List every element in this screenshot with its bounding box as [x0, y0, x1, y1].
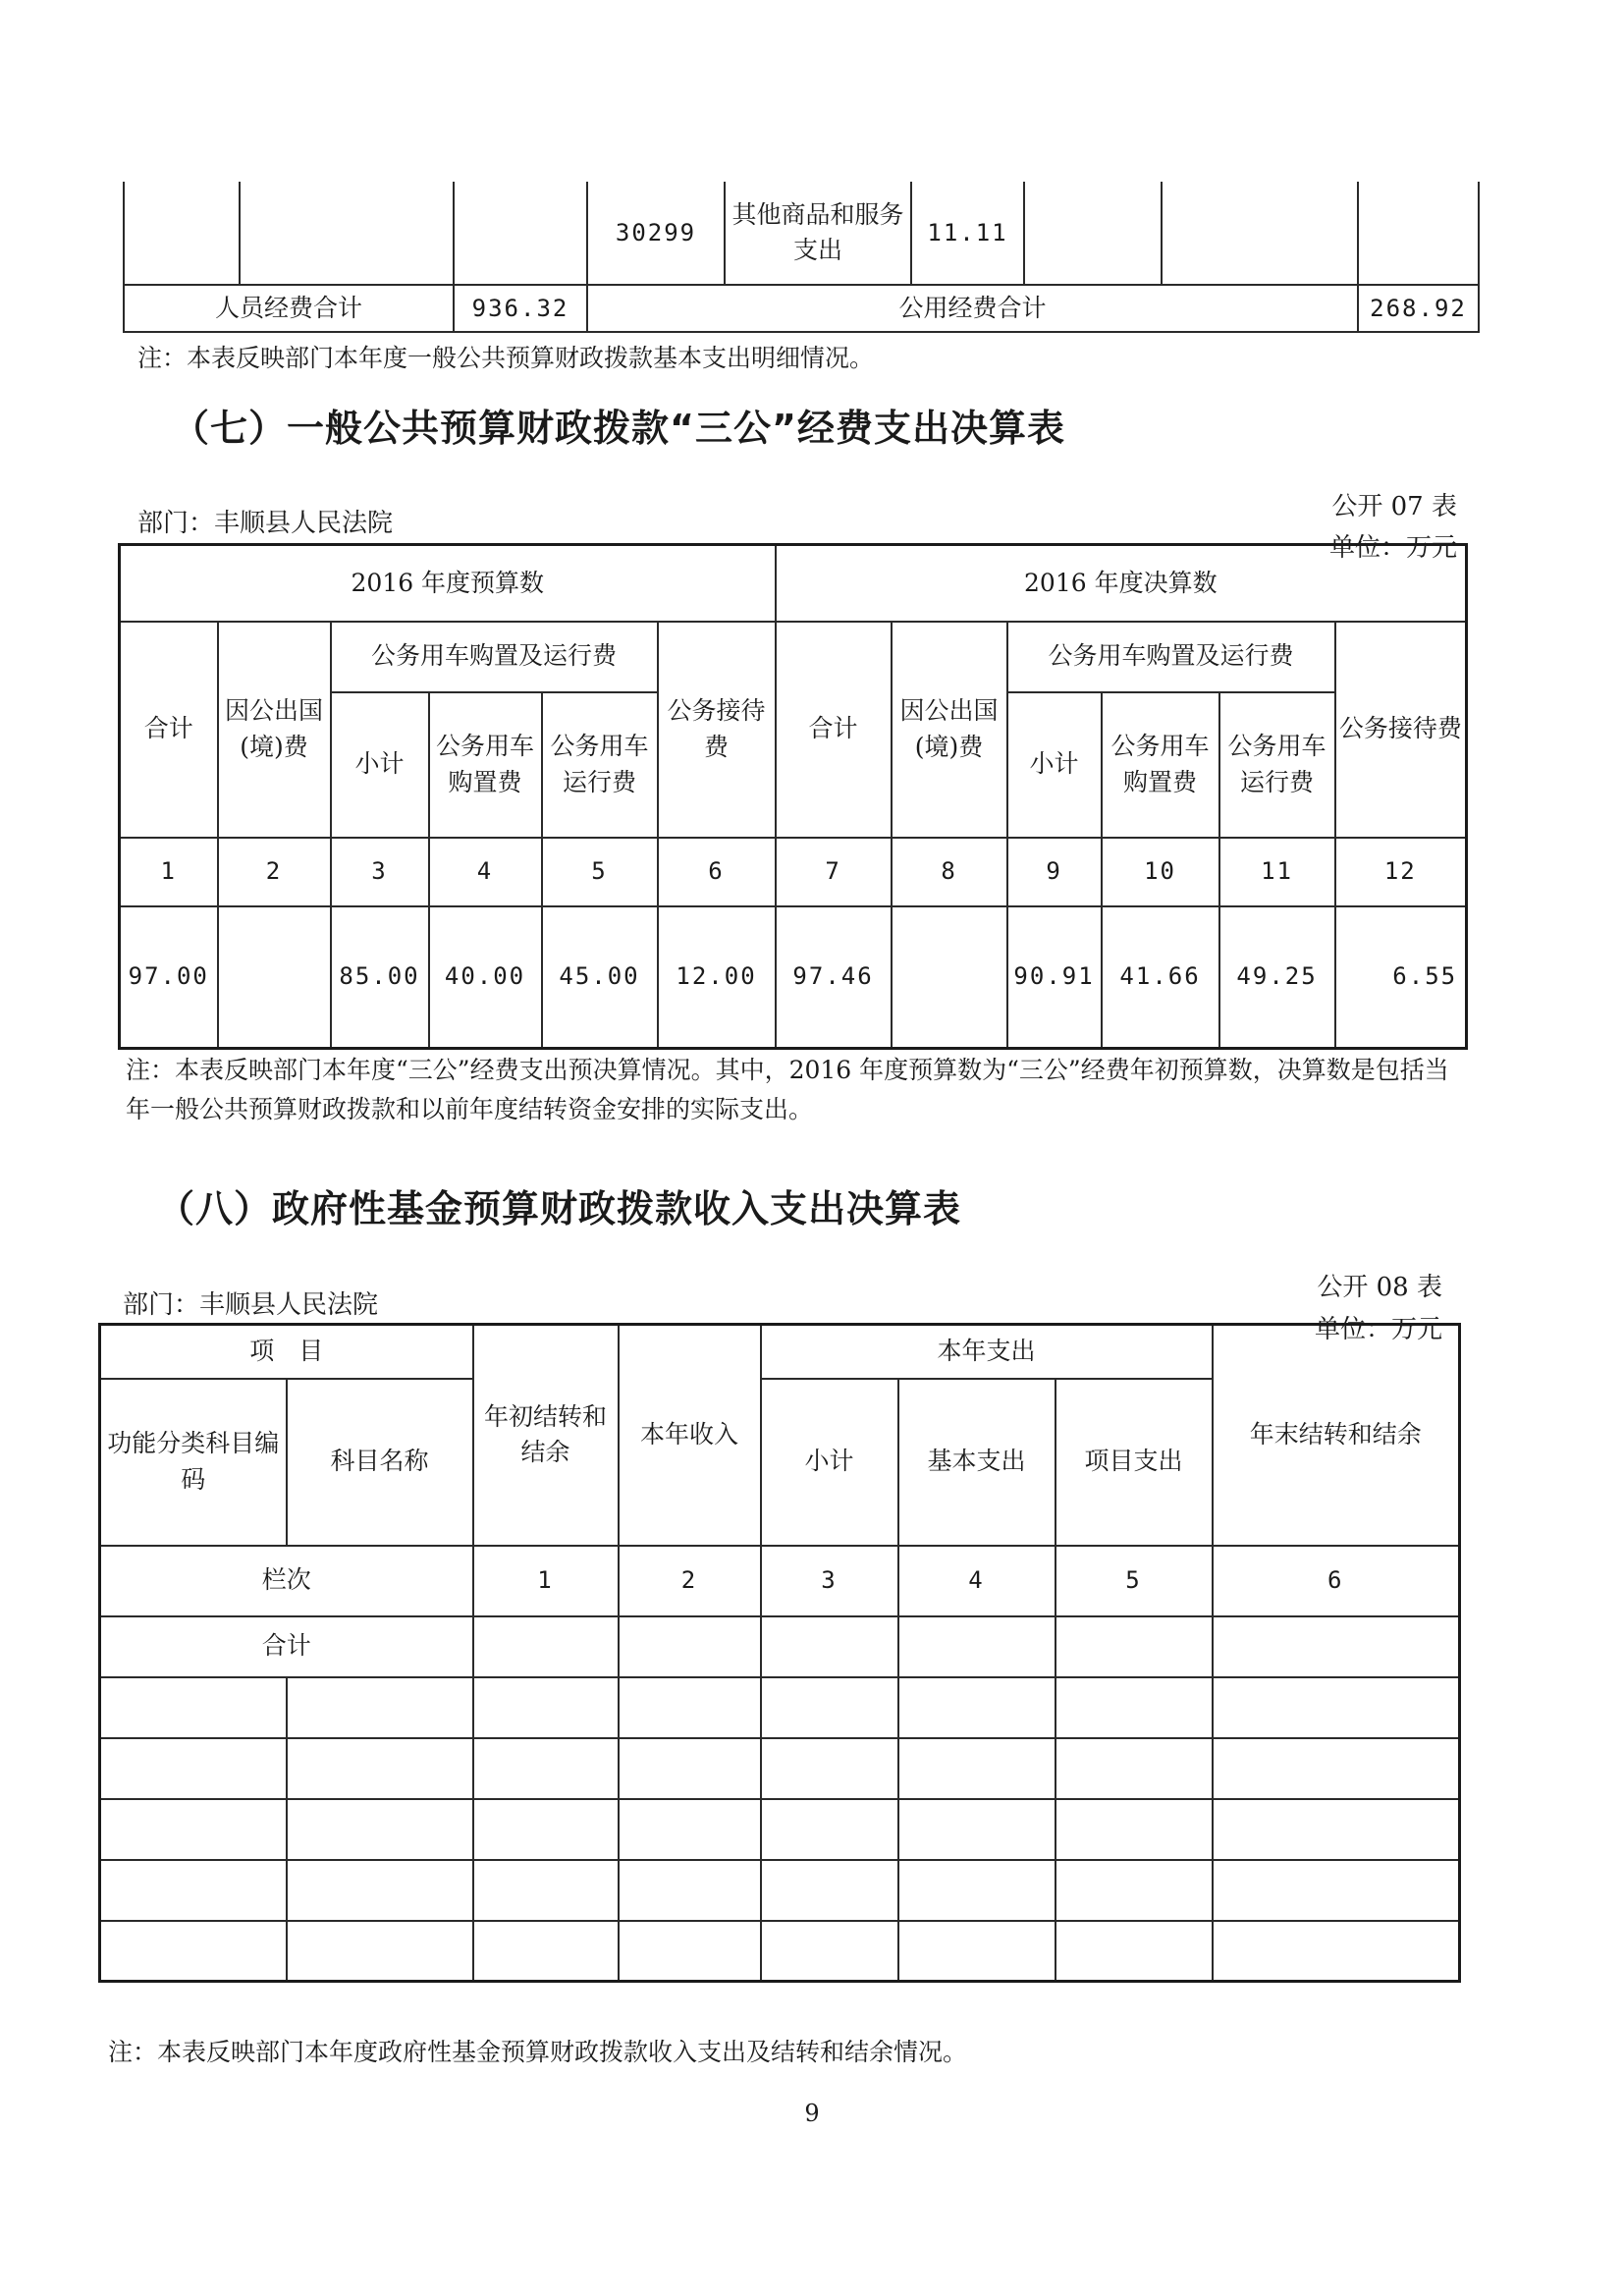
row-index-label: 栏次 — [100, 1546, 473, 1616]
value-cell: 6.55 — [1335, 906, 1467, 1049]
col-number: 1 — [120, 838, 218, 906]
public-total-value: 268.92 — [1358, 285, 1479, 332]
row-total-label: 合计 — [100, 1616, 473, 1677]
value-cell: 45.00 — [542, 906, 658, 1049]
col-number: 2 — [619, 1546, 761, 1616]
value-row — [120, 906, 1467, 1049]
budget-col-purchase: 公务用车购置费 — [429, 692, 542, 838]
col-number: 8 — [892, 838, 1007, 906]
col-number: 6 — [658, 838, 776, 906]
value-cell — [892, 906, 1007, 1049]
final-col-subtotal: 小计 — [1007, 692, 1102, 838]
section7-unit: 单位：万元 — [1328, 533, 1457, 563]
col-basic: 基本支出 — [898, 1379, 1056, 1546]
total-row — [100, 1616, 1460, 1677]
budget-col-vehicle: 公务用车购置及运行费 — [331, 622, 658, 692]
budget-col-total: 合计 — [120, 622, 218, 838]
col-subtotal: 小计 — [761, 1379, 898, 1546]
section8-table-no: 公开 08 表 — [1317, 1273, 1442, 1302]
column-number-row — [100, 1546, 1460, 1616]
col-number: 5 — [542, 838, 658, 906]
value-cell: 90.91 — [1007, 906, 1102, 1049]
col-number: 4 — [429, 838, 542, 906]
col-expense: 本年支出 — [761, 1325, 1213, 1379]
section7-note: 注：本表反映部门本年度“三公”经费支出预决算情况。其中，2016 年度预算数为“三公”经费年初预算数，决算数是包括当年一般公共预算财政拨款和以前年度结转资金安排的实际支出。 — [126, 1056, 1449, 1123]
personnel-total-value: 936.32 — [454, 285, 587, 332]
col-subject-name: 科目名称 — [287, 1379, 473, 1546]
code-30299: 30299 — [587, 182, 725, 285]
col-income: 本年收入 — [619, 1325, 761, 1546]
section8-title: （八）政府性基金预算财政拨款收入支出决算表 — [157, 1187, 962, 1230]
item-other-goods-services: 其他商品和服务支出 — [725, 182, 911, 285]
budget-col-operation: 公务用车运行费 — [542, 692, 658, 838]
final-header: 2016 年度决算数 — [776, 545, 1467, 622]
page-number: 9 — [804, 2100, 820, 2127]
column-number-row — [120, 838, 1467, 906]
col-number: 3 — [761, 1546, 898, 1616]
table-row — [100, 1677, 1460, 1738]
col-end-balance: 年末结转和结余 — [1213, 1325, 1460, 1546]
col-number: 5 — [1056, 1546, 1213, 1616]
value-cell: 49.25 — [1219, 906, 1335, 1049]
final-col-purchase: 公务用车购置费 — [1102, 692, 1219, 838]
value-cell: 12.00 — [658, 906, 776, 1049]
final-col-vehicle: 公务用车购置及运行费 — [1007, 622, 1335, 692]
value-cell: 97.46 — [776, 906, 892, 1049]
col-number: 6 — [1213, 1546, 1460, 1616]
budget-col-reception: 公务接待费 — [658, 622, 776, 838]
section7-dept: 部门：丰顺县人民法院 — [137, 509, 394, 538]
col-number: 11 — [1219, 838, 1335, 906]
final-col-total: 合计 — [776, 622, 892, 838]
budget-header: 2016 年度预算数 — [120, 545, 776, 622]
section7-table-no: 公开 07 表 — [1331, 492, 1457, 521]
budget-col-subtotal: 小计 — [331, 692, 429, 838]
final-col-operation: 公务用车运行费 — [1219, 692, 1335, 838]
col-number: 4 — [898, 1546, 1056, 1616]
table-row — [100, 1799, 1460, 1860]
col-number: 3 — [331, 838, 429, 906]
note-top: 注：本表反映部门本年度一般公共预算财政拨款基本支出明细情况。 — [137, 344, 875, 372]
table-row — [100, 1860, 1460, 1921]
col-number: 12 — [1335, 838, 1467, 906]
section8-unit: 单位：万元 — [1314, 1315, 1442, 1344]
budget-col-abroad: 因公出国(境)费 — [218, 622, 331, 838]
public-total-label: 公用经费合计 — [587, 285, 1358, 332]
col-project: 项目支出 — [1056, 1379, 1213, 1546]
section7-title: （七）一般公共预算财政拨款“三公”经费支出决算表 — [172, 407, 1065, 450]
basic-expenditure-table-fragment — [123, 182, 1480, 333]
col-begin-balance: 年初结转和结余 — [473, 1325, 619, 1546]
value-cell — [218, 906, 331, 1049]
section8-note: 注：本表反映部门本年度政府性基金预算财政拨款收入支出及结转和结余情况。 — [108, 2038, 968, 2066]
col-number: 9 — [1007, 838, 1102, 906]
value-cell: 41.66 — [1102, 906, 1219, 1049]
col-number: 2 — [218, 838, 331, 906]
col-item: 项 目 — [100, 1325, 473, 1379]
table-row — [100, 1738, 1460, 1799]
final-col-reception: 公务接待费 — [1335, 622, 1467, 838]
personnel-total-label: 人员经费合计 — [124, 285, 454, 332]
government-fund-table — [98, 1323, 1461, 1983]
table-row — [100, 1921, 1460, 1982]
final-col-abroad: 因公出国(境)费 — [892, 622, 1007, 838]
col-number: 1 — [473, 1546, 619, 1616]
value-cell: 85.00 — [331, 906, 429, 1049]
value-cell: 97.00 — [120, 906, 218, 1049]
three-public-expense-table — [118, 543, 1468, 1050]
value-cell: 40.00 — [429, 906, 542, 1049]
section8-dept: 部门：丰顺县人民法院 — [123, 1290, 379, 1320]
col-number: 7 — [776, 838, 892, 906]
value-11-11: 11.11 — [911, 182, 1024, 285]
col-function-code: 功能分类科目编码 — [100, 1379, 287, 1546]
col-number: 10 — [1102, 838, 1219, 906]
